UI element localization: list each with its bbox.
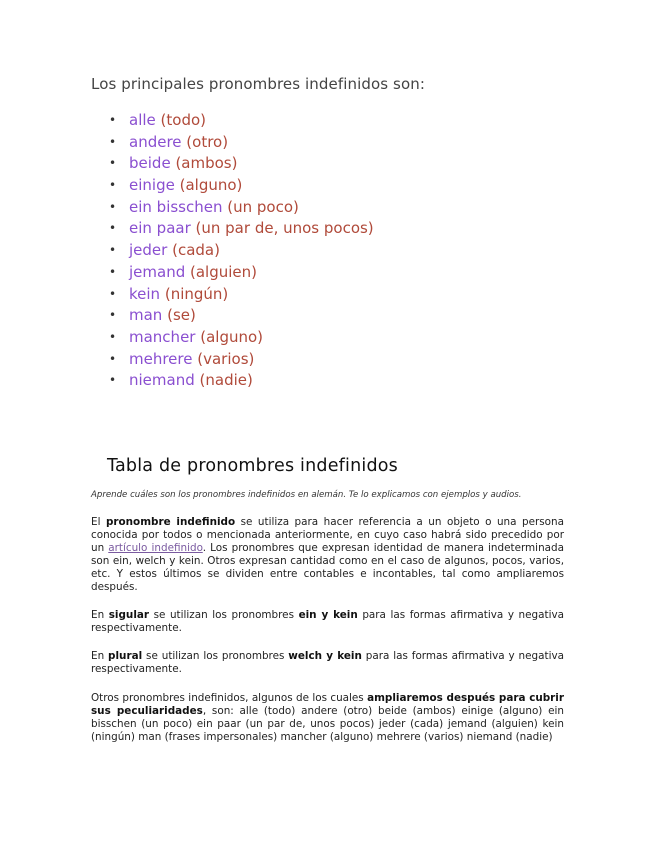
intro-text: Los principales pronombres indefinidos son:	[91, 75, 426, 93]
bold-term: plural	[108, 650, 143, 662]
bold-term: ein y kein	[298, 609, 358, 621]
bullet-icon: •	[109, 264, 117, 279]
list-item	[109, 110, 374, 132]
text-run: , son: alle (todo) andere (otro) beide (ambos) einige (alguno) ein bisschen (un poco) ein paar (un par de, unos pocos) jeder (cada) jemand (alguien) kein (ningún) man (frases impersonales) mancher (alguno) mehrere (varios) niemand (nadie)	[91, 705, 564, 743]
spanish-translation: (alguno)	[179, 176, 243, 195]
bullet-icon: •	[109, 243, 117, 258]
german-word: niemand	[129, 371, 195, 390]
bold-term: ampliaremos después para cubrir sus peculiaridades	[91, 692, 564, 717]
german-word: kein	[129, 284, 161, 303]
text-run: Otros pronombres indefinidos, algunos de los cuales	[91, 692, 368, 704]
german-word: ein paar	[129, 219, 191, 238]
bullet-icon: •	[109, 178, 117, 193]
list-item	[109, 197, 374, 219]
german-word: jemand	[129, 262, 186, 281]
bold-term: sigular	[108, 609, 150, 621]
german-word: alle	[129, 111, 156, 129]
paragraph-plural	[91, 650, 564, 676]
list-item	[109, 370, 374, 392]
paragraph-singular	[91, 609, 564, 635]
list-item	[109, 153, 374, 175]
bold-term: welch y kein	[288, 650, 362, 662]
spanish-translation: (ningún)	[164, 284, 229, 303]
german-word: ein bisschen	[129, 197, 223, 216]
list-item	[109, 132, 374, 154]
text-run: para las formas afirmativa y negativa respectivamente.	[91, 650, 564, 675]
paragraph-definition	[91, 516, 564, 594]
list-item	[109, 262, 374, 284]
german-word: beide	[129, 154, 171, 173]
spanish-translation: (un par de, unos pocos)	[195, 219, 374, 238]
bullet-icon: •	[109, 199, 117, 214]
german-word: jeder	[129, 241, 168, 260]
spanish-translation: (alguien)	[190, 262, 258, 281]
spanish-translation: (cada)	[172, 241, 220, 260]
spanish-translation: (todo)	[160, 111, 207, 129]
list-item	[109, 349, 374, 371]
german-word: mancher	[129, 327, 196, 346]
text-run: En	[91, 650, 109, 662]
spanish-translation: (varios)	[197, 349, 255, 368]
bullet-icon: •	[109, 286, 117, 301]
bullet-icon: •	[109, 134, 117, 149]
section-heading: Tabla de pronombres indefinidos	[107, 456, 398, 476]
text-run: En	[91, 609, 109, 621]
bullet-icon: •	[109, 351, 117, 366]
bullet-icon: •	[109, 221, 117, 236]
text-run: . Los pronombres que expresan identidad de manera indeterminada son ein, welch y kein. Otros expresan cantidad como en el caso de algunos, pocos, varios, etc. Y estos últimos se dividen entre contables e incontables, tal como ampliaremos después.	[91, 542, 564, 593]
paragraph-others	[91, 692, 564, 744]
text-run: para las formas afirmativa y negativa respectivamente.	[91, 609, 564, 634]
list-item	[109, 240, 374, 262]
pronoun-list	[90, 110, 374, 392]
articulo-indefinido-link[interactable]: artículo indefinido	[108, 542, 203, 554]
spanish-translation: (alguno)	[200, 327, 264, 346]
bullet-icon: •	[109, 373, 117, 388]
bullet-icon: •	[109, 308, 117, 323]
list-item	[109, 218, 374, 240]
spanish-translation: (se)	[167, 306, 196, 325]
bullet-icon: •	[109, 329, 117, 344]
german-word: mehrere	[129, 349, 193, 368]
text-run: El	[91, 516, 106, 528]
list-item	[109, 175, 374, 197]
text-run: se utilizan los pronombres	[142, 650, 289, 662]
bold-term: pronombre indefinido	[105, 516, 236, 528]
bullet-icon: •	[109, 156, 117, 171]
spanish-translation: (otro)	[186, 132, 229, 151]
german-word: andere	[129, 132, 182, 151]
german-word: einige	[129, 176, 175, 195]
spanish-translation: (un poco)	[227, 197, 299, 216]
list-item	[109, 284, 374, 306]
list-item	[109, 305, 374, 327]
list-item	[109, 327, 374, 349]
text-run: se utilizan los pronombres	[149, 609, 299, 621]
spanish-translation: (ambos)	[175, 154, 238, 173]
section-subtitle: Aprende cuáles son los pronombres indefinidos en alemán. Te lo explicamos con ejemplos y audios.	[91, 490, 522, 500]
spanish-translation: (nadie)	[199, 371, 253, 390]
bullet-icon: •	[109, 113, 117, 127]
german-word: man	[129, 306, 163, 325]
text-run: se utiliza para hacer referencia a un objeto o una persona conocida por todos o mencionada anteriormente, en cuyo caso habrá sido precedido por un	[91, 516, 564, 554]
